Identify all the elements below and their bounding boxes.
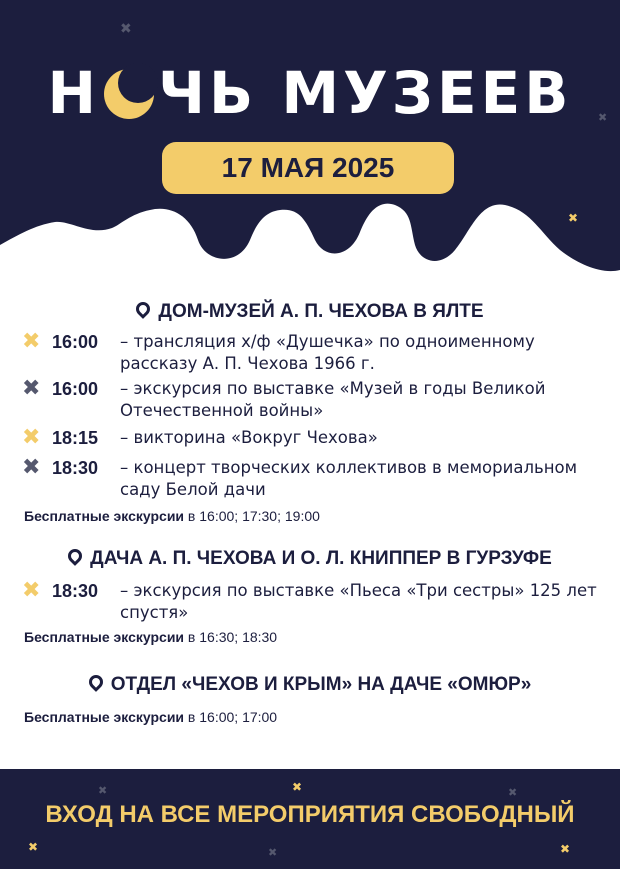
star-icon: ✖ <box>120 21 132 37</box>
cross-marker-icon: ✖ <box>22 455 41 480</box>
header-banner <box>0 0 620 300</box>
star-icon: ✖ <box>598 111 608 124</box>
event-description: – концерт творческих коллективов в мемориальном саду Белой дачи <box>120 458 578 499</box>
cross-marker-icon: ✖ <box>22 578 41 603</box>
location-pin-icon <box>134 299 154 319</box>
logo-text-start: Н <box>47 59 101 127</box>
star-icon: ✖ <box>508 786 518 799</box>
event-description: – экскурсия по выставке «Пьеса «Три сестры» 125 лет спустя» <box>120 581 597 622</box>
event-date: 17 МАЯ 2025 <box>221 152 395 183</box>
star-icon: ✖ <box>568 211 579 225</box>
event-time: 16:00 <box>52 379 99 399</box>
venue-title-yalta: ДОМ-МУЗЕЙ А. П. ЧЕХОВА В ЯЛТЕ <box>0 301 620 323</box>
event-item <box>22 378 612 422</box>
free-tours-gurzuf: Бесплатные экскурсии в 16:30; 18:30 <box>24 629 278 645</box>
free-tours-yalta: Бесплатные экскурсии в 16:00; 17:30; 19:00 <box>24 508 320 524</box>
cross-marker-icon: ✖ <box>22 425 41 450</box>
event-item <box>22 457 612 501</box>
moon-icon <box>104 69 154 119</box>
cross-marker-icon: ✖ <box>22 376 41 401</box>
logo-text-end: ЧЬ МУЗЕЕВ <box>158 59 573 127</box>
event-time: 18:30 <box>52 458 99 478</box>
cross-marker-icon: ✖ <box>22 329 41 354</box>
free-tours-omyur: Бесплатные экскурсии в 16:00; 17:00 <box>24 709 278 725</box>
event-time: 18:30 <box>52 581 99 601</box>
footer-banner <box>0 769 620 869</box>
event-date-badge <box>162 142 454 194</box>
event-description: – экскурсия по выставке «Музей в годы Великой Отечественной войны» <box>120 379 546 420</box>
logo <box>0 58 620 128</box>
event-time: 18:15 <box>52 428 99 448</box>
event-description: – викторина «Вокруг Чехова» <box>120 428 378 447</box>
venue-title-gurzuf: ДАЧА А. П. ЧЕХОВА И О. Л. КНИППЕР В ГУРЗУФЕ <box>0 548 620 570</box>
event-item <box>22 427 612 449</box>
event-item <box>22 580 612 624</box>
star-icon: ✖ <box>268 846 278 859</box>
star-icon: ✖ <box>560 842 571 856</box>
star-icon: ✖ <box>292 780 303 794</box>
event-description: – трансляция х/ф «Душечка» по одноименному рассказу А. П. Чехова 1966 г. <box>120 332 535 373</box>
star-icon: ✖ <box>28 840 39 854</box>
venue-title-omyur: ОТДЕЛ «ЧЕХОВ И КРЫМ» НА ДАЧЕ «ОМЮР» <box>0 674 620 696</box>
event-item <box>22 331 612 375</box>
event-time: 16:00 <box>52 332 99 352</box>
location-pin-icon <box>65 546 85 566</box>
star-icon: ✖ <box>98 784 108 797</box>
location-pin-icon <box>86 672 106 692</box>
free-entry-notice: ВХОД НА ВСЕ МЕРОПРИЯТИЯ СВОБОДНЫЙ <box>45 801 575 828</box>
